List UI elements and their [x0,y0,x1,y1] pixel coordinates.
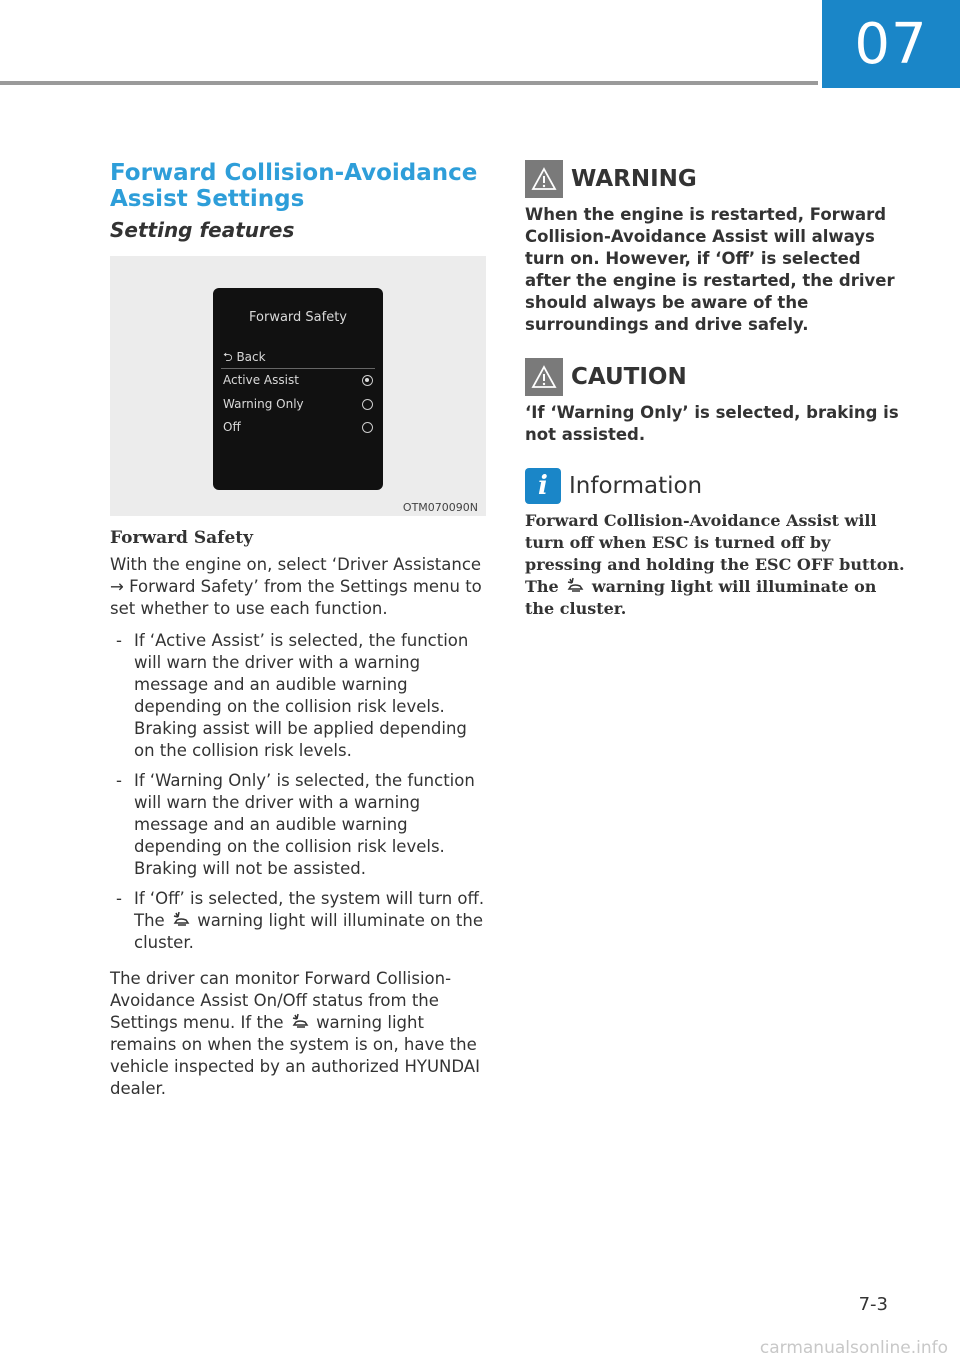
screen-divider [221,368,375,369]
option-warning-only: Warning Only [223,397,373,411]
figure-caption: Forward Safety [110,528,253,548]
monitor-text: The driver can monitor Forward Collision-Avoidance Assist On/Off status from the Settings menu. If the warning light remains on when the system is on, have the vehicle inspected by an authorized HYUNDAI dealer. [110,969,480,1098]
header-rule [0,81,818,85]
caution-label: CAUTION [571,364,687,390]
option-active-assist: Active Assist [223,373,373,387]
watermark: carmanualsonline.info [759,1338,948,1358]
warning-heading [525,160,905,198]
back-arrow-icon: ⮌ [223,350,237,364]
option-off: Off [223,420,373,434]
list-item: - If ‘Warning Only’ is selected, the function will warn the driver with a warning message and an audible warning depending on the collision risk levels. Braking will not be assisted. [110,770,490,880]
back-row: ⮌ Back [223,350,266,364]
section-title: Forward Collision-Avoidance Assist Settings [110,160,478,212]
right-column [525,160,905,620]
info-icon: i [525,468,561,504]
list-item: - If ‘Active Assist’ is selected, the function will warn the driver with a warning message and an audible warning depending on the collision risk levels. Braking assist will be applied depending on the collision risk levels. [110,630,490,762]
settings-figure [110,256,486,516]
radio-empty-icon [362,399,373,410]
fcw-warning-icon [564,577,586,595]
cluster-screen [213,288,383,490]
caution-text: ‘If ‘Warning Only’ is selected, braking is not assisted. [525,403,899,444]
information-heading [525,468,905,504]
option-list [110,630,490,954]
radio-selected-icon [362,375,373,386]
screen-title: Forward Safety [249,310,347,325]
figure-code: OTM070090N [402,501,478,514]
caution-heading [525,358,905,396]
page-number: 7-3 [858,1294,888,1315]
radio-empty-icon [362,422,373,433]
intro-text: With the engine on, select ‘Driver Assistance → Forward Safety’ from the Settings menu to set whether to use each function. [110,555,482,618]
warning-text: When the engine is restarted, Forward Collision-Avoidance Assist will always turn on. However, if ‘Off’ is selected after the engine is restarted, the driver should always be aware of the surroundings and drive safely. [525,205,895,334]
fcw-warning-icon [170,911,192,929]
chapter-tab: 07 [822,0,960,88]
sub-title: Setting features [110,218,295,242]
warning-triangle-icon [525,160,563,198]
list-item: - If ‘Off’ is selected, the system will turn off. The warning light will illuminate on the cluster. [110,888,490,954]
information-label: Information [569,473,703,499]
left-column [110,160,490,1110]
warning-label: WARNING [571,166,697,192]
fcw-warning-icon [289,1013,311,1031]
caution-triangle-icon [525,358,563,396]
information-text: Forward Collision-Avoidance Assist will turn off when ESC is turned off by pressing and holding the ESC OFF button. The warning light will illuminate on the cluster. [525,511,905,618]
